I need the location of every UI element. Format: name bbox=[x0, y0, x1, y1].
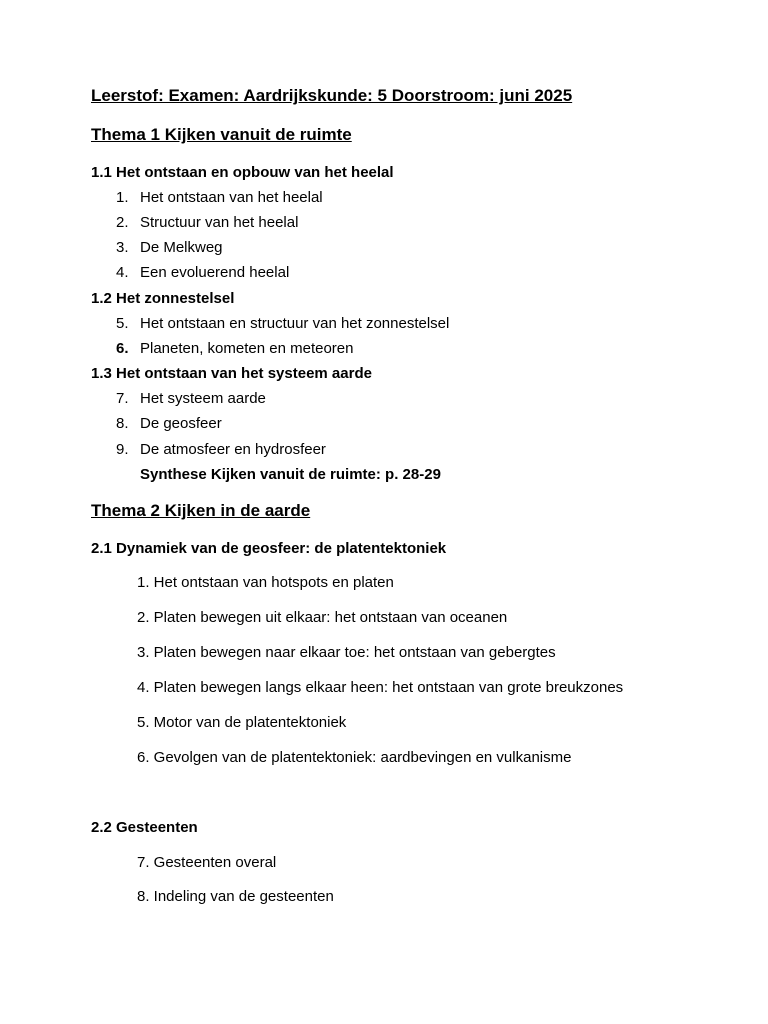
list-item bbox=[116, 390, 266, 407]
list-item-text: Een evoluerend heelal bbox=[140, 264, 290, 281]
list-item bbox=[116, 415, 222, 432]
list-item-number: 5. bbox=[116, 315, 129, 332]
list-item-text: Het ontstaan van het heelal bbox=[140, 189, 323, 206]
list-item-text: De Melkweg bbox=[140, 239, 223, 256]
list-item-number: 4. bbox=[116, 264, 129, 281]
section-1-3-heading: 1.3 Het ontstaan van het systeem aarde bbox=[91, 365, 372, 382]
list-item: 4. Platen bewegen langs elkaar heen: het ontstaan van grote breukzones bbox=[137, 679, 624, 696]
section-1-1-heading: 1.1 Het ontstaan en opbouw van het heelal bbox=[91, 164, 394, 181]
list-item-text: Het ontstaan en structuur van het zonnestelsel bbox=[140, 315, 450, 332]
list-item: 5. Motor van de platentektoniek bbox=[137, 714, 347, 731]
document-title: Leerstof: Examen: Aardrijkskunde: 5 Doorstroom: juni 2025 bbox=[91, 86, 573, 105]
list-item-number: 3. bbox=[116, 239, 129, 256]
list-item-number: 2. bbox=[116, 214, 129, 231]
list-item-number: 9. bbox=[116, 441, 129, 458]
list-item-number: 6. bbox=[116, 340, 129, 357]
list-item-text: Het systeem aarde bbox=[140, 390, 266, 407]
list-item-number: 8. bbox=[116, 415, 129, 432]
list-item: 1. Het ontstaan van hotspots en platen bbox=[137, 574, 394, 591]
synthesis-note: Synthese Kijken vanuit de ruimte: p. 28-29 bbox=[140, 466, 441, 483]
list-item-text: De geosfeer bbox=[140, 415, 222, 432]
list-item bbox=[116, 239, 223, 256]
list-item bbox=[116, 189, 323, 206]
list-item bbox=[116, 214, 298, 231]
list-item bbox=[116, 315, 449, 332]
list-item-text: De atmosfeer en hydrosfeer bbox=[140, 441, 326, 458]
list-item-number: 7. bbox=[116, 390, 129, 407]
section-1-2-heading: 1.2 Het zonnestelsel bbox=[91, 290, 235, 307]
section-2-2-heading: 2.2 Gesteenten bbox=[91, 819, 198, 836]
list-item bbox=[116, 264, 289, 281]
list-item: 2. Platen bewegen uit elkaar: het ontstaan van oceanen bbox=[137, 609, 508, 626]
list-item bbox=[116, 441, 326, 458]
theme-1-title: Thema 1 Kijken vanuit de ruimte bbox=[91, 125, 352, 144]
list-item: 8. Indeling van de gesteenten bbox=[137, 888, 334, 905]
section-2-1-heading: 2.1 Dynamiek van de geosfeer: de platentektoniek bbox=[91, 540, 447, 557]
list-item-text: Structuur van het heelal bbox=[140, 214, 299, 231]
list-item bbox=[116, 340, 353, 357]
list-item-text: Planeten, kometen en meteoren bbox=[140, 340, 354, 357]
list-item: 6. Gevolgen van de platentektoniek: aardbevingen en vulkanisme bbox=[137, 749, 572, 766]
theme-2-title: Thema 2 Kijken in de aarde bbox=[91, 501, 311, 520]
list-item-number: 1. bbox=[116, 189, 129, 206]
list-item: 7. Gesteenten overal bbox=[137, 854, 277, 871]
list-item: 3. Platen bewegen naar elkaar toe: het ontstaan van gebergtes bbox=[137, 644, 556, 661]
